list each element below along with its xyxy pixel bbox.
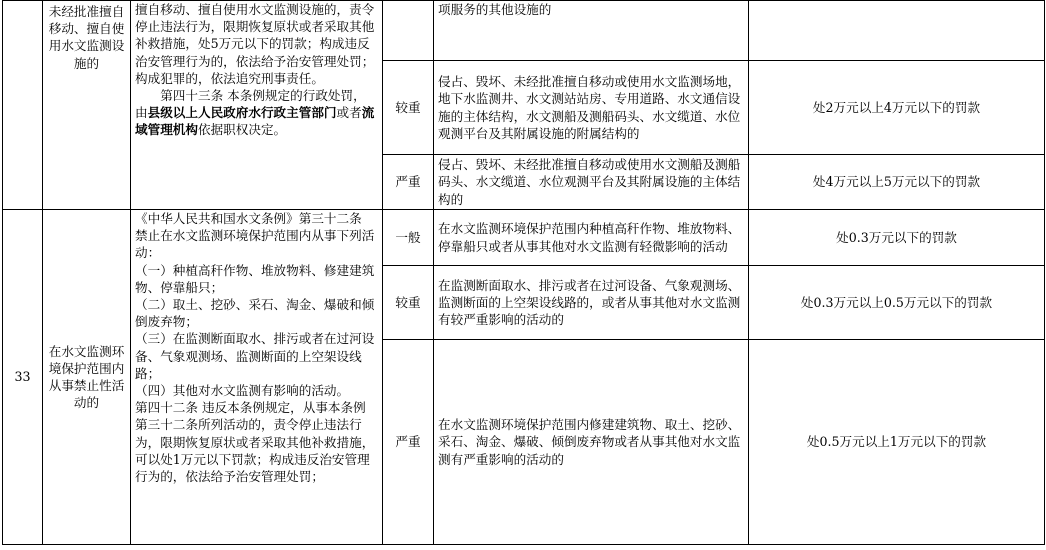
prev-circumstance-severe: 侵占、毁坏、未经批准擅自移动或使用水文测船及测船码头、水文缆道、水位观测平台及其附属设施的主体结构的 bbox=[434, 155, 749, 210]
row-33-no: 33 bbox=[3, 210, 43, 545]
prev-penalty-severe: 处4万元以上5万元以下的罚款 bbox=[749, 155, 1045, 210]
prev-basis-paragraph-2: 第四十三条 本条例规定的行政处罚，由县级以上人民政府水行政主管部门或者流域管理机构依据职权决定。 bbox=[135, 88, 375, 138]
penalty-standard-table bbox=[2, 0, 1045, 545]
prev-level-severe: 严重 bbox=[383, 155, 434, 210]
row-33-circumstance-serious: 在监测断面取水、排污或者在过河设备、气象观测场、监测断面的上空架设线路的，或者从事其他对水文监测有较严重影响的活动的 bbox=[434, 266, 749, 340]
row-33-general bbox=[3, 210, 1045, 266]
prev-top-penalty bbox=[749, 1, 1045, 61]
prev-penalty-serious: 处2万元以上4万元以下的罚款 bbox=[749, 61, 1045, 155]
prev-behavior-cell bbox=[43, 1, 131, 210]
row-33-penalty-severe: 处0.5万元以上1万元以下的罚款 bbox=[749, 340, 1045, 545]
row-33-level-serious: 较重 bbox=[383, 266, 434, 340]
prev-basis-paragraph-1: 擅自移动、擅自使用水文监测设施的，责令停止违法行为，限期恢复原状或者采取其他补救措施，处5万元以下的罚款；构成违反治安管理行为的，依法给予治安管理处罚；构成犯罪的，依法追究刑事责任。 bbox=[135, 2, 375, 86]
prev-subrow-top bbox=[3, 1, 1045, 61]
row-33-circumstance-general: 在水文监测环境保护范围内种植高秆作物、堆放物料、停靠船只或者从事其他对水文监测有轻微影响的活动 bbox=[434, 210, 749, 266]
row-33-level-severe: 严重 bbox=[383, 340, 434, 545]
row-33-circumstance-severe: 在水文监测环境保护范围内修建建筑物、取土、挖砂、采石、淘金、爆破、倾倒废弃物或者从事其他对水文监测有严重影响的活动的 bbox=[434, 340, 749, 545]
prev-basis-cell bbox=[131, 1, 383, 210]
row-33-penalty-serious: 处0.3万元以上0.5万元以下的罚款 bbox=[749, 266, 1045, 340]
prev-top-level bbox=[383, 1, 434, 61]
prev-circumstance-serious: 侵占、毁坏、未经批准擅自移动或使用水文监测场地，地下水监测井、水文测站站房、专用道路、水文通信设施的主体结构，水文测船及测船码头、水文缆道、水位观测平台及其附属设施的附属结构的 bbox=[434, 61, 749, 155]
authority-basin-agency: 流域管理机构 bbox=[135, 105, 375, 138]
row-33-behavior: 在水文监测环境保护范围内从事禁止性活动的 bbox=[43, 210, 131, 545]
row-33-basis: 《中华人民共和国水文条例》第三十二条 禁止在水文监测环境保护范围内从事下列活动： （一）种植高秆作物、堆放物料、修建建筑物、停靠船只； （二）取土、挖砂、采石、淘金、爆破和倾倒废弃物； （三）在监测断面取水、排污或者在过河设备、气象观测场、监测断面的上空架设线路； （四）其他对水文监测有影响的活动。 第四十二条 违反本条例规定，从事本条例第三十二条所列活动的，责令停止违法行为，限期恢复原状或者采取其他补救措施，可以处1万元以下罚款；构成违反治安管理行为的，依法给予治安管理处罚； bbox=[131, 210, 383, 545]
prev-behavior: 未经批准擅自移动、擅自使用水文监测设施的 bbox=[48, 4, 125, 71]
row-33-level-general: 一般 bbox=[383, 210, 434, 266]
prev-level-serious: 较重 bbox=[383, 61, 434, 155]
prev-no-cell bbox=[3, 1, 43, 210]
row-33-penalty-general: 处0.3万元以下的罚款 bbox=[749, 210, 1045, 266]
prev-top-circumstance: 项服务的其他设施的 bbox=[434, 1, 749, 61]
authority-county-level: 县级以上人民政府水行政主管部门 bbox=[147, 105, 337, 121]
